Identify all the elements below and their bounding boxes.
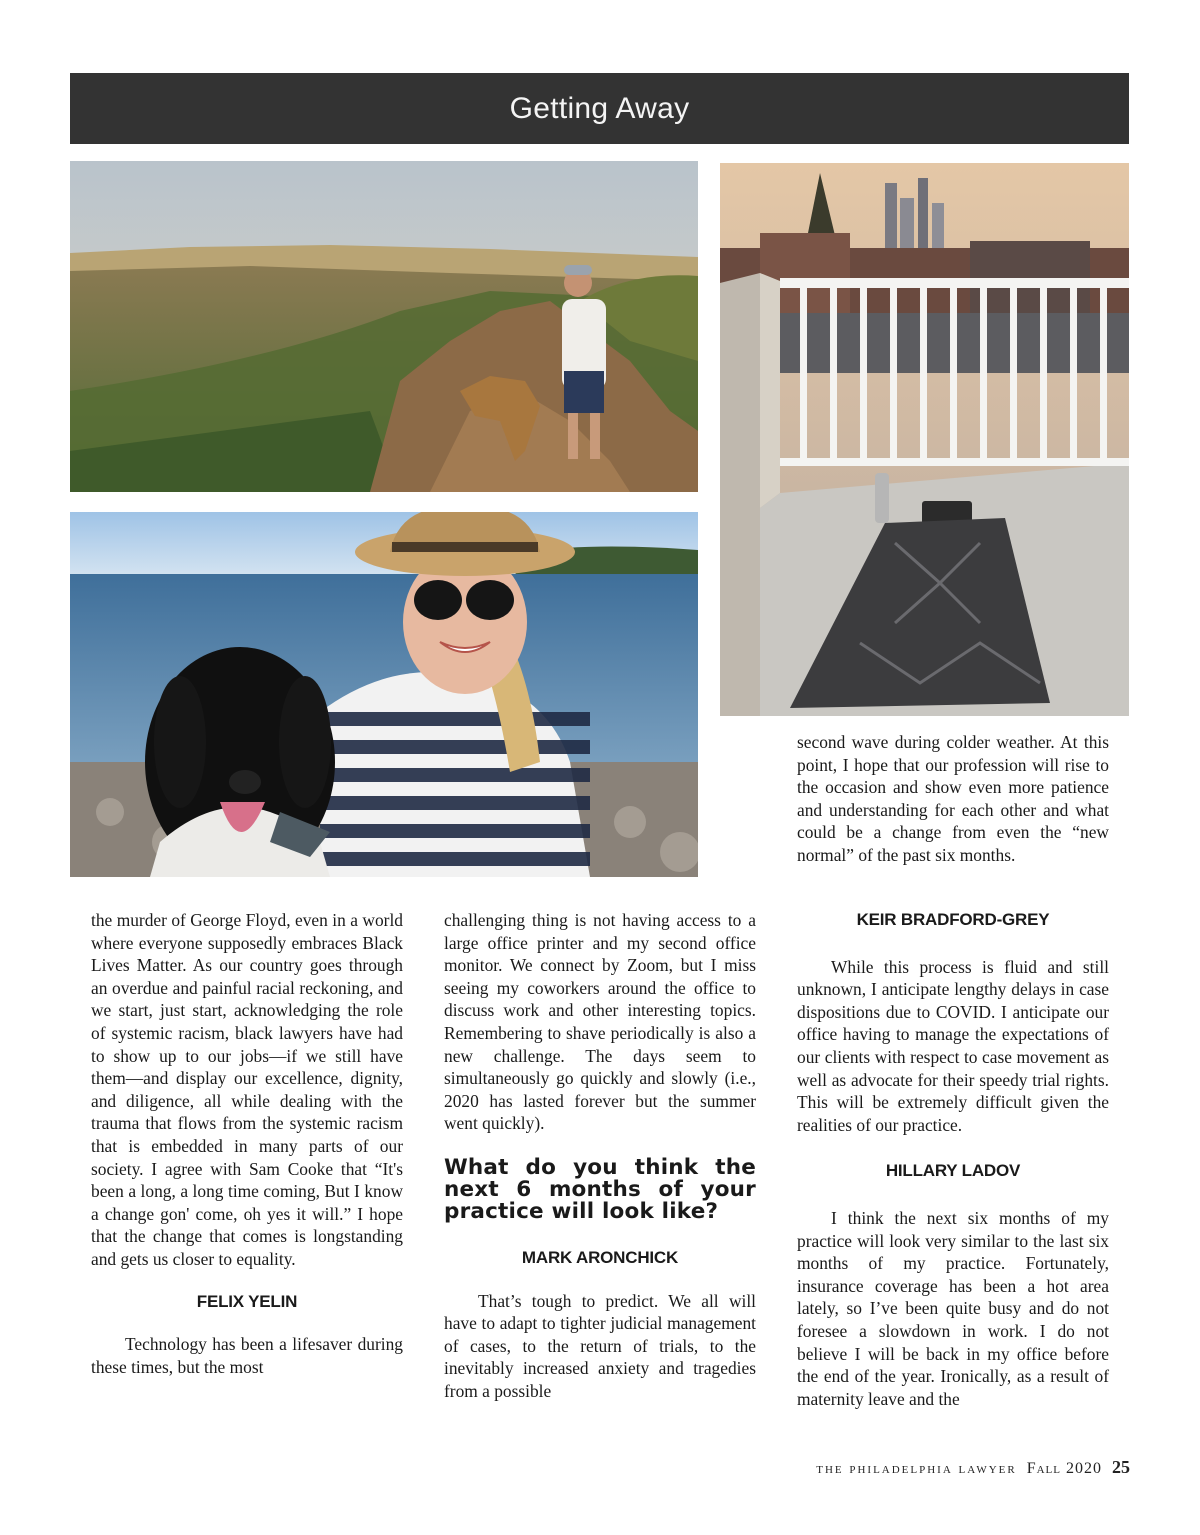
byline-felix-yelin: FELIX YELIN <box>196 1291 298 1311</box>
paragraph-tough-to-predict: That’s tough to predict. We all will have to adapt to tighter judicial management of cases, to the return of trials, to the inevitably increased anxiety and tragedies from a possible <box>444 1290 756 1401</box>
paragraph-process-fluid: While this process is fluid and still unknown, I anticipate lengthy delays in case dispositions due to COVID. I anticipate our office having to manage the expectations of our clients with respect to case movement as well as advocate for their speedy trial rights. This will be extremely difficult given the realities of our practice. <box>797 956 1109 1135</box>
lake-dog-image <box>70 512 698 877</box>
rooftop-yoga-image <box>720 163 1129 716</box>
canyon-hike-photo <box>70 161 698 492</box>
section-title: Getting Away <box>509 91 690 125</box>
paragraph-george-floyd: the murder of George Floyd, even in a world where everyone supposedly embraces Black Lives Matter. As our country goes through an overdue and painful racial reckoning, and we start, just start, acknowledging the role of systemic racism, black lawyers have had to show up to our jobs—if we still have them—and display our excellence, dignity, and diligence, all while dealing with the trauma that flows from the systemic racism that is embedded in many parts of our society. I agree with Sam Cooke that “It's been a long, a long time coming, But I know a change gon' come, oh yes it will.” I hope that the change that comes is longstanding and gets us closer to equality. <box>91 910 403 1269</box>
paragraph-office-printer: challenging thing is not having access to a large office printer and my second office monitor. We connect by Zoom, but I miss seeing my coworkers around the office to discuss work and other interesting topics. Remembering to shave periodically is also a new challenge. The days seem to simultaneously go quickly and slowly (i.e., 2020 has lasted forever but the summer went quickly). <box>444 910 756 1134</box>
byline-hillary-ladov: HILLARY LADOV <box>885 1161 1021 1181</box>
lake-dog-photo <box>70 512 698 877</box>
byline-keir-bradford-grey: KEIR BRADFORD-GREY <box>856 910 1050 929</box>
section-question: What do you think the next 6 months of your practice will look like? <box>444 1154 756 1224</box>
rooftop-yoga-photo <box>720 163 1129 716</box>
canyon-hike-image <box>70 161 698 492</box>
paragraph-technology: Technology has been a lifesaver during these times, but the most <box>91 1334 403 1377</box>
publication-name: the philadelphia lawyer <box>816 1461 1017 1477</box>
byline-mark-aronchick: MARK ARONCHICK <box>521 1247 679 1267</box>
article-column-right <box>797 909 1109 1410</box>
page-number: 25 <box>1112 1457 1130 1477</box>
paragraph-continuation: second wave during colder weather. At this point, I hope that our profession will rise to the occasion and show even more patience and understanding for each other and what could be a change from even the “new normal” of the past six months. <box>797 732 1109 865</box>
section-banner <box>70 73 1129 144</box>
article-column-left <box>91 909 403 1378</box>
page-footer <box>816 1457 1130 1478</box>
article-column-middle <box>444 909 756 1403</box>
paragraph-next-six-months: I think the next six months of my practice will look very similar to the last six months of my practice. Fortunately, insurance coverage has been a hot area lately, so I’ve been quite busy and do not foresee a slowdown in work. I do not believe I will be back in my office before the end of the year. Ironically, as a result of maternity leave and the <box>797 1207 1109 1409</box>
issue-label: Fall 2020 <box>1026 1460 1102 1477</box>
article-column-right-top <box>797 731 1109 867</box>
